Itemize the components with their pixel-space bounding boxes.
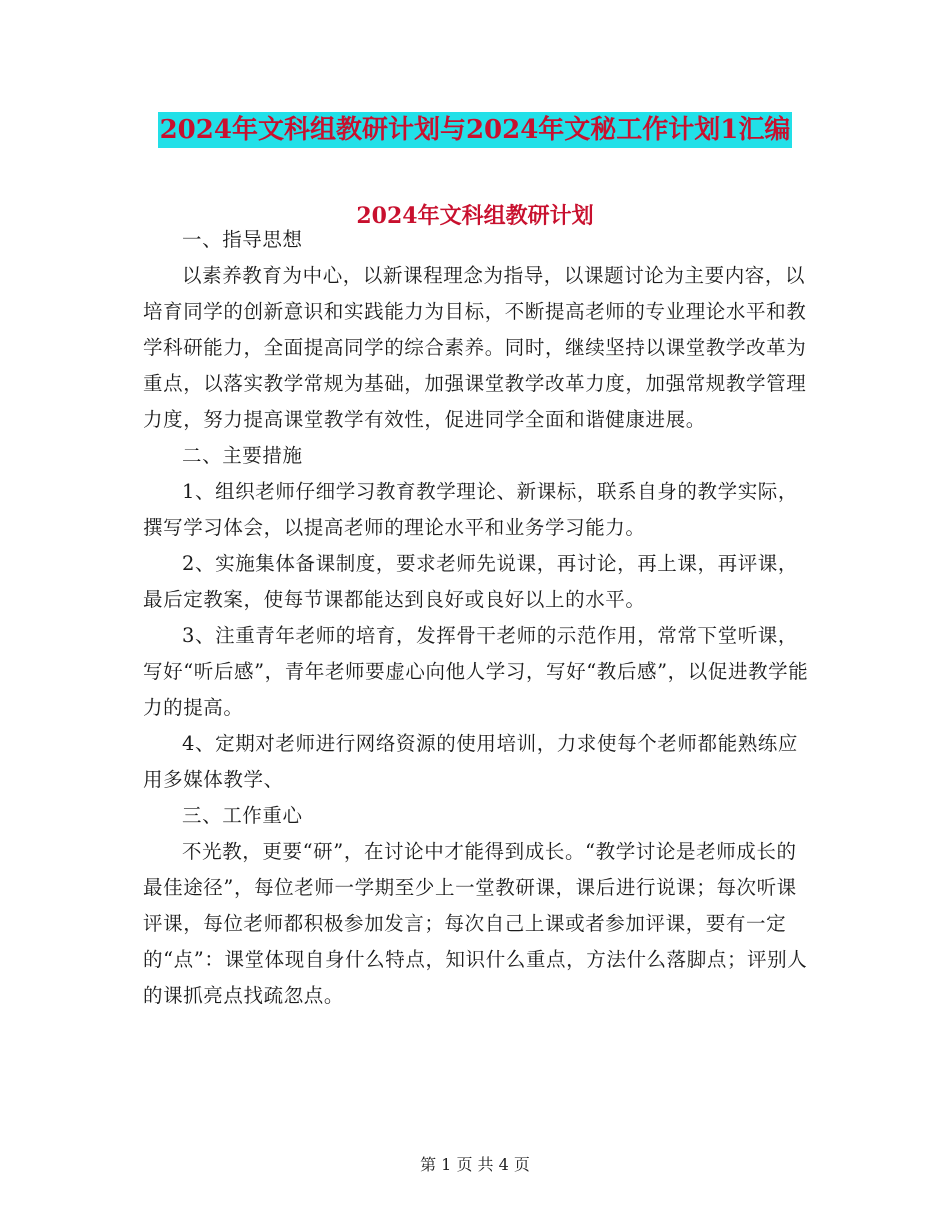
measure-item-2: 2、实施集体备课制度，要求老师先说课，再讨论，再上课，再评课，最后定教案，使每节课都能达到良好或良好以上的水平。 bbox=[143, 552, 799, 611]
measure-item-3: 3、注重青年老师的培育，发挥骨干老师的示范作用，常常下堂听课，写好“听后感”，青年老师要虚心向他人学习，写好“教后感”，以促进教学能力的提高。 bbox=[143, 624, 809, 719]
paragraph-guiding-ideology: 以素养教育为中心，以新课程理念为指导，以课题讨论为主要内容，以培育同学的创新意识和实践能力为目标，不断提高老师的专业理论水平和教学科研能力，全面提高同学的综合素养。同时，继续坚持以课堂教学改革为重点，以落实教学常规为基础，加强课堂教学改革力度，加强常规教学管理力度，努力提高课堂教学有效性，促进同学全面和谐健康进展。 bbox=[143, 264, 807, 431]
heading-main-measures: 二、主要措施 bbox=[182, 444, 303, 467]
heading-guiding-ideology: 一、指导思想 bbox=[182, 228, 303, 251]
document-body bbox=[143, 222, 813, 1014]
document-title bbox=[0, 112, 950, 148]
page-footer: 第 1 页 共 4 页 bbox=[420, 1155, 530, 1174]
section-title: 2024年文科组教研计划 bbox=[356, 203, 594, 229]
measure-item-4: 4、定期对老师进行网络资源的使用培训，力求使每个老师都能熟练应用多媒体教学、 bbox=[143, 732, 799, 791]
paragraph-work-focus: 不光教，更要“研”，在讨论中才能得到成长。“教学讨论是老师成长的最佳途径”，每位老师一学期至少上一堂教研课，课后进行说课；每次听课评课，每位老师都积极参加发言；每次自己上课或者参加评课，要有一定的“点”：课堂体现自身什么特点，知识什么重点，方法什么落脚点；评别人的课抓亮点找疏忽点。 bbox=[143, 840, 808, 1007]
heading-work-focus: 三、工作重心 bbox=[182, 804, 303, 827]
document-title-text: 2024年文科组教研计划与2024年文秘工作计划1汇编 bbox=[158, 112, 793, 148]
measure-item-1: 1、组织老师仔细学习教育教学理论、新课标，联系自身的教学实际，撰写学习体会，以提高老师的理论水平和业务学习能力。 bbox=[143, 480, 799, 539]
